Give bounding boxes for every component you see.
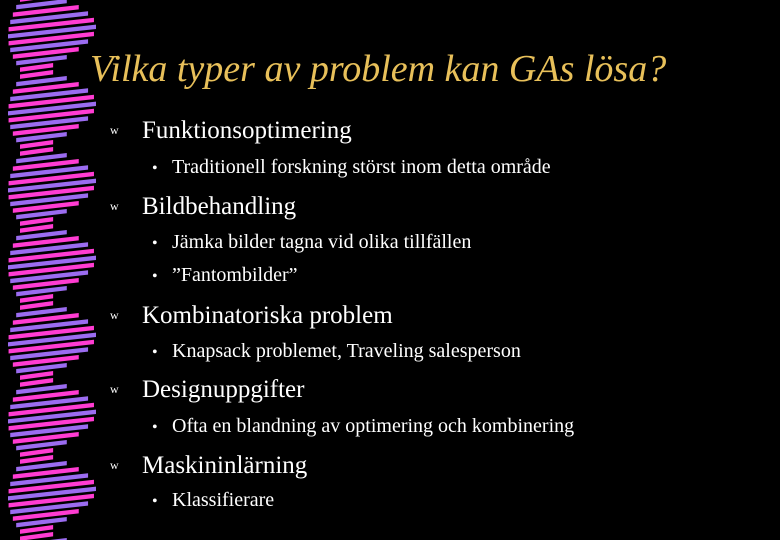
ribbon-segment	[20, 301, 53, 310]
ribbon-segment	[20, 371, 53, 380]
list-item	[110, 374, 304, 405]
ribbon-segment	[20, 63, 53, 72]
ribbon-segment	[20, 525, 53, 534]
sub-list-item-label: Klassifierare	[172, 489, 275, 511]
ribbon-segment	[20, 448, 53, 457]
ribbon-segment	[20, 147, 53, 156]
list-item-label: Designuppgifter	[142, 376, 305, 403]
list-item	[110, 300, 393, 331]
sub-list-item	[152, 487, 274, 515]
ribbon-segment	[20, 217, 53, 226]
list-item-label: Maskininlärning	[142, 452, 308, 479]
ribbon-segment	[20, 70, 53, 79]
bullet-icon: w	[110, 458, 119, 472]
sub-list-item	[152, 154, 551, 182]
sub-bullet-icon: •	[152, 344, 158, 361]
sub-list-item	[152, 262, 298, 290]
sub-list-item-label: Traditionell forskning störst inom detta område	[172, 156, 551, 178]
sub-bullet-icon: •	[152, 268, 158, 285]
ribbon-segment	[20, 378, 53, 387]
list-item-label: Bildbehandling	[142, 193, 297, 220]
bullet-icon: w	[110, 308, 119, 322]
sub-list-item-label: Jämka bilder tagna vid olika tillfällen	[172, 231, 472, 253]
list-item	[110, 191, 296, 222]
ribbon-segment	[20, 224, 53, 233]
list-item	[110, 450, 307, 481]
sub-bullet-icon: •	[152, 160, 158, 177]
sub-list-item	[152, 413, 574, 441]
slide-title: Vilka typer av problem kan GAs lösa?	[90, 48, 667, 90]
sub-bullet-icon: •	[152, 235, 158, 252]
ribbon-segment	[20, 294, 53, 303]
ribbon-segment	[20, 140, 53, 149]
sub-list-item	[152, 229, 471, 257]
sub-bullet-icon: •	[152, 493, 158, 510]
list-item	[110, 115, 352, 146]
bullet-icon: w	[110, 123, 119, 137]
sub-list-item-label: Knapsack problemet, Traveling salesperson	[172, 340, 521, 362]
list-item-label: Funktionsoptimering	[142, 117, 352, 144]
ribbon-segment	[20, 532, 53, 540]
bullet-icon: w	[110, 382, 119, 396]
sub-bullet-icon: •	[152, 419, 158, 436]
list-item-label: Kombinatoriska problem	[142, 302, 393, 329]
ribbon-segment	[20, 455, 53, 464]
sub-list-item-label: ”Fantombilder”	[172, 264, 298, 286]
sub-list-item-label: Ofta en blandning av optimering och kombinering	[172, 415, 575, 437]
bullet-icon: w	[110, 199, 119, 213]
sub-list-item	[152, 338, 521, 366]
